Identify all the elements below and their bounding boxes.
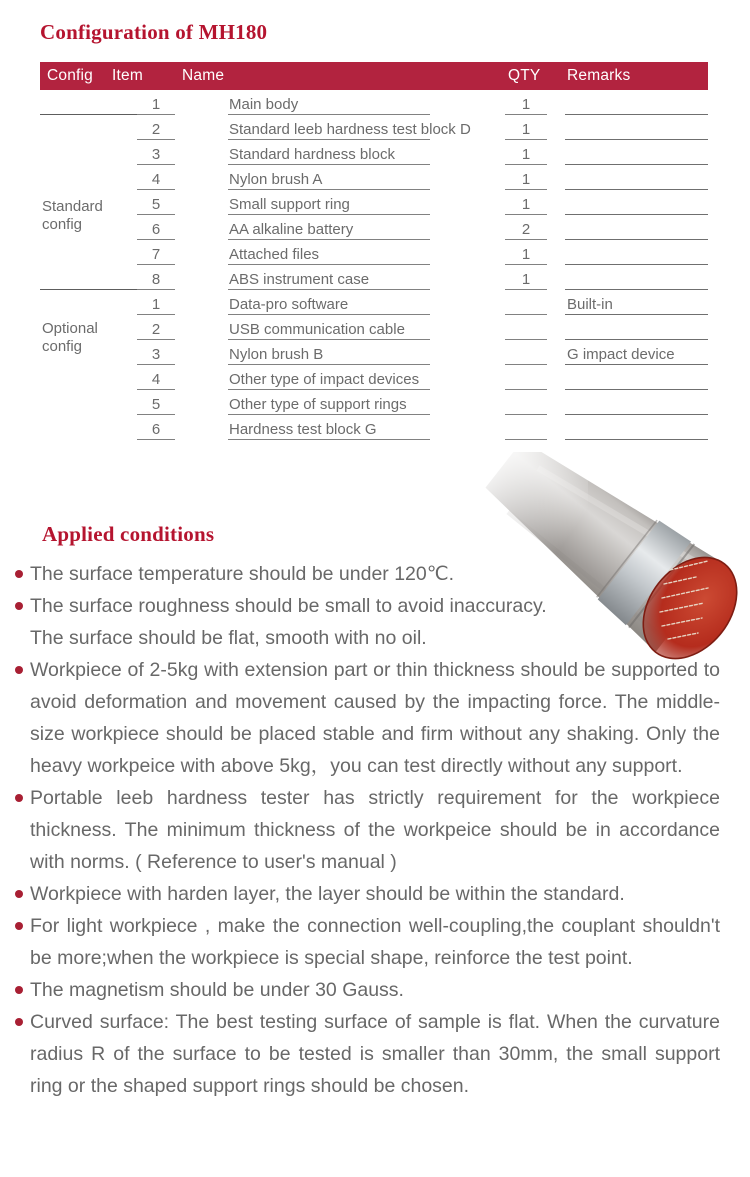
item-remarks [565, 189, 708, 190]
item-remarks [565, 214, 708, 215]
item-number: 5 [137, 195, 175, 215]
item-qty [505, 389, 547, 390]
item-number: 3 [137, 345, 175, 365]
item-remarks [565, 164, 708, 165]
condition-line: The surface roughness should be small to avoid inaccuracy. [30, 595, 547, 617]
item-number: 2 [137, 120, 175, 140]
item-remarks [565, 289, 708, 290]
page-title: Configuration of MH180 [40, 20, 268, 44]
item-name: Attached files [228, 245, 430, 265]
table-row [40, 315, 708, 340]
condition-item [14, 878, 720, 910]
item-remarks [565, 414, 708, 415]
config-section-label: Optional config [42, 320, 98, 355]
item-remarks [565, 339, 708, 340]
item-remarks [565, 389, 708, 390]
item-remarks [565, 114, 708, 115]
item-number: 4 [137, 370, 175, 390]
table-row [40, 340, 708, 365]
condition-line: Workpiece with harden layer, the layer should be within the standard. [30, 883, 625, 905]
item-number: 1 [137, 295, 175, 315]
condition-item [14, 782, 720, 878]
item-number: 6 [137, 420, 175, 440]
item-qty [505, 339, 547, 340]
condition-item [14, 910, 720, 974]
item-qty: 1 [505, 120, 547, 140]
item-number: 3 [137, 145, 175, 165]
item-remarks [565, 439, 708, 440]
item-qty: 1 [505, 95, 547, 115]
item-name: Standard hardness block [228, 145, 430, 165]
item-name: Small support ring [228, 195, 430, 215]
item-qty [505, 364, 547, 365]
item-name: Nylon brush A [228, 170, 430, 190]
condition-item [14, 1006, 720, 1102]
item-qty [505, 414, 547, 415]
condition-line: Workpiece of 2-5kg with extension part or thin thickness should be supported to avoid deformation and movement caused by the impacting force. The middle-size workpiece should be placed stable and firm without any shaking. Only the heavy workpeice with above 5kg，you can test directly without any support. [30, 659, 720, 777]
col-header-qty: QTY [508, 67, 541, 84]
table-row [40, 240, 708, 265]
table-row [40, 390, 708, 415]
condition-line: Portable leeb hardness tester has strictly requirement for the workpiece thickness. The minimum thickness of the workpeice should be in accordance with norms. ( Reference to user's manual ) [30, 787, 720, 873]
steel-bar-photo [478, 452, 750, 672]
table-row [40, 190, 708, 215]
condition-item [14, 654, 720, 782]
table-row [40, 290, 708, 315]
item-qty: 1 [505, 270, 547, 290]
condition-line: Curved surface: The best testing surface of sample is flat. When the curvature radius R of the surface to be tested is smaller than 30mm, the small support ring or the shaped support rings should be chosen. [30, 1011, 720, 1097]
item-number: 1 [137, 95, 175, 115]
condition-line: The magnetism should be under 30 Gauss. [30, 979, 404, 1001]
item-name: Other type of support rings [228, 395, 430, 415]
item-qty: 2 [505, 220, 547, 240]
item-name: USB communication cable [228, 320, 430, 340]
item-name: Standard leeb hardness test block D [229, 121, 471, 138]
table-row [40, 115, 708, 140]
col-header-name: Name [182, 67, 225, 84]
item-qty: 1 [505, 195, 547, 215]
config-table [40, 62, 708, 440]
item-qty [505, 314, 547, 315]
table-row [40, 215, 708, 240]
item-name: Main body [228, 95, 430, 115]
item-remarks [565, 264, 708, 265]
item-name: Data-pro software [228, 295, 430, 315]
item-number: 4 [137, 170, 175, 190]
applied-conditions-title: Applied conditions [42, 522, 215, 546]
condition-line: For light workpiece , make the connection well-coupling,the couplant shouldn't be more;when the workpiece is special shape, reinforce the test point. [30, 915, 720, 969]
item-remarks: Built-in [565, 295, 708, 315]
table-row [40, 140, 708, 165]
condition-item [14, 974, 720, 1006]
item-remarks: G impact device [565, 345, 708, 365]
item-name: Hardness test block G [228, 420, 430, 440]
table-row [40, 165, 708, 190]
table-row [40, 415, 708, 440]
condition-line: The surface temperature should be under 120℃. [30, 563, 455, 585]
item-qty: 1 [505, 170, 547, 190]
table-row [40, 90, 708, 115]
table-body [40, 90, 708, 440]
item-number: 6 [137, 220, 175, 240]
table-row [40, 265, 708, 290]
config-cell [40, 114, 137, 115]
item-qty: 1 [505, 145, 547, 165]
item-name: Nylon brush B [228, 345, 430, 365]
item-name: Other type of impact devices [228, 370, 430, 390]
item-remarks [565, 139, 708, 140]
item-name: ABS instrument case [228, 270, 430, 290]
col-header-item: Item [112, 67, 143, 84]
config-cell [40, 289, 137, 290]
config-section-label: Standard config [42, 198, 103, 233]
condition-line: The surface should be flat, smooth with no oil. [30, 627, 427, 649]
col-header-remarks: Remarks [567, 67, 631, 84]
item-name: AA alkaline battery [228, 220, 430, 240]
item-number: 2 [137, 320, 175, 340]
item-remarks [565, 239, 708, 240]
item-number: 8 [137, 270, 175, 290]
item-qty [505, 439, 547, 440]
table-row [40, 365, 708, 390]
col-header-config: Config [47, 67, 94, 84]
item-number: 7 [137, 245, 175, 265]
item-number: 5 [137, 395, 175, 415]
item-qty: 1 [505, 245, 547, 265]
table-header [40, 62, 708, 90]
